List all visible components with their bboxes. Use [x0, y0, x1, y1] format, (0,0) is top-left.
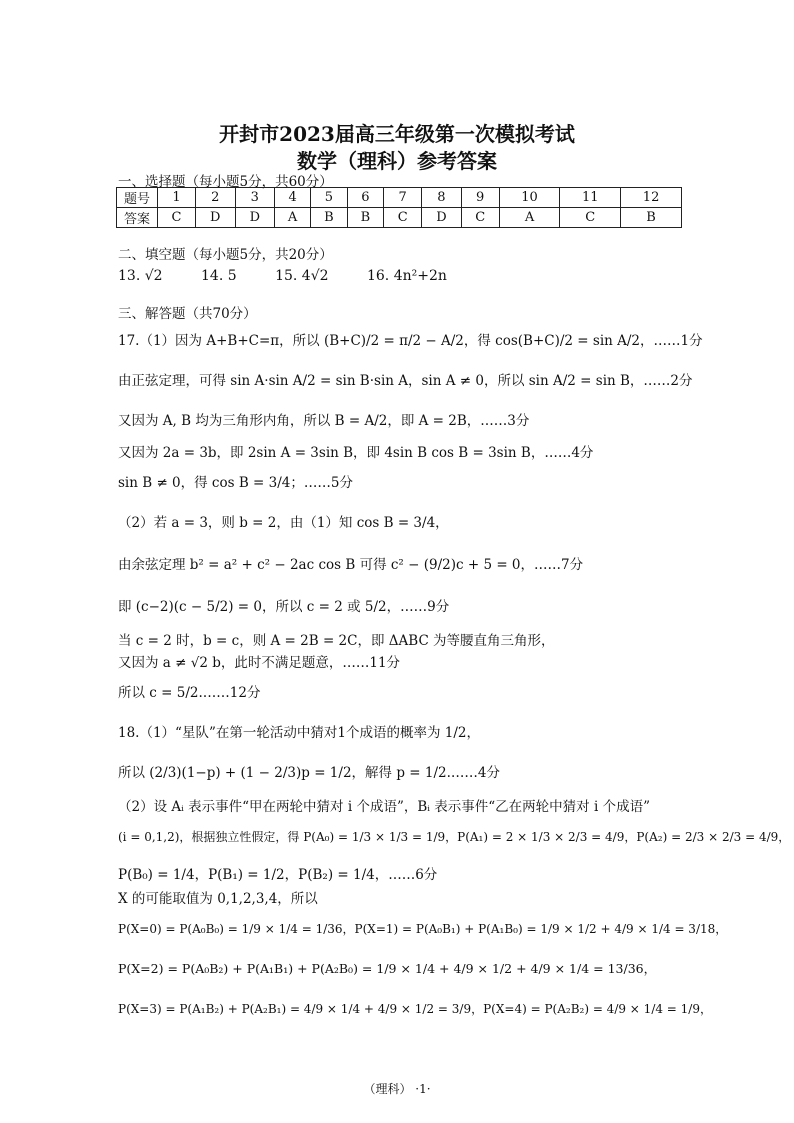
table-cell: 12 [621, 188, 682, 208]
solution-line: （2）设 Aᵢ 表示事件“甲在两轮中猜对 i 个成语”，Bᵢ 表示事件“乙在两轮中猜对 i 个成语” [118, 799, 650, 815]
table-cell: 4 [275, 188, 311, 208]
table-cell: 3 [235, 188, 275, 208]
table-cell: 8 [422, 188, 462, 208]
table-row [117, 208, 682, 228]
solution-line: 即 (c−2)(c − 5/2) = 0，所以 c = 2 或 5/2，……9分 [118, 599, 450, 615]
fill-answer-13: 13. √2 [118, 268, 163, 284]
fill-answer-15: 15. 4√2 [275, 268, 329, 284]
solution-line: 17.（1）因为 A+B+C=π，所以 (B+C)/2 = π/2 − A/2，得 cos(B+C)/2 = sin A/2，……1分 [118, 333, 703, 349]
section-heading-choice: 一、选择题（每小题5分，共60分） [118, 174, 333, 190]
fill-answer-14: 14. 5 [201, 268, 237, 284]
choice-answer-table [116, 187, 682, 228]
solution-line: P(X=0) = P(A₀B₀) = 1/9 × 1/4 = 1/36，P(X=1) = P(A₀B₁) + P(A₁B₀) = 1/9 × 1/2 + 4/9 × 1/4 = 3/18， [118, 922, 728, 936]
table-cell: B [621, 208, 682, 228]
solution-line: 又因为 A, B 均为三角形内角，所以 B = A/2，即 A = 2B，……3分 [118, 413, 530, 429]
solution-line: (i = 0,1,2)，根据独立性假定，得 P(A₀) = 1/3 × 1/3 = 1/9，P(A₁) = 2 × 1/3 × 2/3 = 4/9，P(A₂) = 2/3 × 2/3 = 4/9， [118, 830, 791, 844]
solution-line: P(X=2) = P(A₀B₂) + P(A₁B₁) + P(A₂B₀) = 1/9 × 1/4 + 4/9 × 1/2 + 4/9 × 1/4 = 13/36， [118, 961, 657, 976]
table-cell: 2 [195, 188, 235, 208]
solution-line: 又因为 a ≠ √2 b，此时不满足题意，……11分 [118, 655, 401, 671]
solution-line: P(B₀) = 1/4，P(B₁) = 1/2，P(B₂) = 1/4，……6分 [118, 867, 438, 883]
table-row [117, 188, 682, 208]
section-heading-fill: 二、填空题（每小题5分，共20分） [118, 247, 333, 263]
table-cell: A [499, 208, 560, 228]
section-heading-solution: 三、解答题（共70分） [118, 306, 257, 322]
table-cell: 5 [311, 188, 348, 208]
row-label-answer: 答案 [117, 208, 158, 228]
table-cell: C [560, 208, 621, 228]
table-cell: C [461, 208, 499, 228]
page-footer: （理科） ·1· [363, 1082, 431, 1096]
solution-line: 由正弦定理，可得 sin A·sin A/2 = sin B·sin A，sin A ≠ 0，所以 sin A/2 = sin B，……2分 [118, 373, 693, 389]
table-cell: C [158, 208, 196, 228]
fill-answer-16: 16. 4n²+2n [366, 268, 447, 284]
solution-line: 18.（1）“星队”在第一轮活动中猜对1个成语的概率为 1/2， [118, 725, 480, 741]
solution-line: 由余弦定理 b² = a² + c² − 2ac cos B 可得 c² − (9/2)c + 5 = 0，……7分 [118, 557, 584, 573]
solution-line: 所以 c = 5/2.……12分 [118, 685, 261, 701]
table-cell: 1 [158, 188, 196, 208]
table-cell: B [347, 208, 384, 228]
table-cell: 10 [499, 188, 560, 208]
page-subtitle: 数学（理科）参考答案 [297, 149, 497, 173]
table-cell: B [311, 208, 348, 228]
solution-line: 所以 (2/3)(1−p) + (1 − 2/3)p = 1/2，解得 p = 1/2.……4分 [118, 765, 500, 781]
solution-line: X 的可能取值为 0,1,2,3,4，所以 [118, 891, 318, 907]
table-cell: D [422, 208, 462, 228]
table-cell: C [384, 208, 422, 228]
solution-line: 当 c = 2 时，b = c，则 A = 2B = 2C，即 ΔABC 为等腰直角三角形， [118, 633, 555, 649]
table-cell: 7 [384, 188, 422, 208]
table-cell: 6 [347, 188, 384, 208]
table-cell: D [195, 208, 235, 228]
table-cell: 9 [461, 188, 499, 208]
solution-line: sin B ≠ 0，得 cos B = 3/4；……5分 [118, 475, 353, 491]
table-cell: D [235, 208, 275, 228]
solution-line: P(X=3) = P(A₁B₂) + P(A₂B₁) = 4/9 × 1/4 + 4/9 × 1/2 = 3/9，P(X=4) = P(A₂B₂) = 4/9 × 1/4 = 1/9， [118, 1002, 712, 1016]
table-cell: A [275, 208, 311, 228]
solution-line: （2）若 a = 3，则 b = 2，由（1）知 cos B = 3/4， [118, 515, 449, 531]
fill-answers [118, 268, 678, 284]
table-cell: 11 [560, 188, 621, 208]
row-label-question: 题号 [117, 188, 158, 208]
page-title: 开封市2023届高三年级第一次模拟考试 [219, 122, 575, 146]
solution-line: 又因为 2a = 3b，即 2sin A = 3sin B，即 4sin B cos B = 3sin B，……4分 [118, 445, 594, 461]
